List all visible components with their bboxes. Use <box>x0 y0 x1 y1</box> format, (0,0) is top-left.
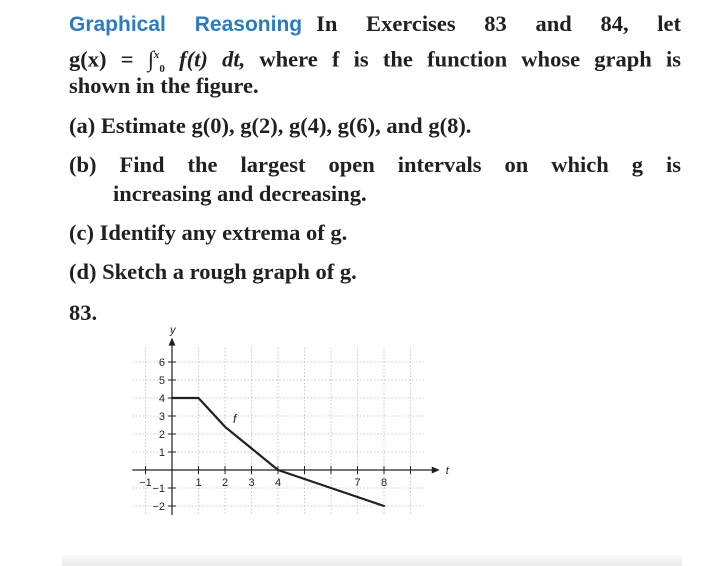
integrand: f(t) dt, <box>179 46 246 72</box>
x-tick-label: 7 <box>354 477 361 489</box>
section-heading: Graphical Reasoning <box>69 13 303 36</box>
part-b-line-2 <box>113 180 725 208</box>
exercise-number: 83. <box>69 300 98 325</box>
y-tick-label: 6 <box>158 357 165 369</box>
x-tick-label: 3 <box>248 477 255 489</box>
y-axis-arrow <box>169 338 176 346</box>
intro-line-1 <box>69 10 681 39</box>
function-graph <box>110 300 449 532</box>
x-tick-label: 2 <box>221 477 229 489</box>
y-axis-label: y <box>170 324 176 337</box>
part-b-line-1 <box>69 151 681 179</box>
intro-text-3: shown in the figure. <box>69 73 259 98</box>
part-a-label: (a) <box>69 113 96 138</box>
curve-label-f: f <box>232 412 237 427</box>
part-c-label: (c) <box>69 220 94 245</box>
x-axis-arrow <box>432 467 440 474</box>
y-tick-label: 5 <box>158 375 165 387</box>
y-tick-label: −2 <box>152 501 165 513</box>
y-tick-label: 2 <box>158 429 165 441</box>
part-a-text: Estimate g(0), g(2), g(4), g(6), and g(8). <box>100 113 472 138</box>
part-b-text-1: Find the largest open intervals on which g is <box>119 152 681 177</box>
part-b-text-2: increasing and decreasing. <box>113 181 367 206</box>
g-definition: g(x) = <box>69 46 148 72</box>
part-d <box>69 258 681 286</box>
y-tick-label: −1 <box>152 483 165 495</box>
y-tick-label: 4 <box>158 393 165 405</box>
integral-lower-limit: 0 <box>159 63 165 75</box>
x-tick-label: 4 <box>274 477 282 489</box>
x-tick-label: −1 <box>139 477 152 489</box>
part-d-text: Sketch a rough graph of g. <box>102 259 357 284</box>
intro-text-1: In Exercises 83 and 84, let <box>316 11 681 36</box>
part-c-text: Identify any extrema of g. <box>99 220 348 245</box>
intro-text-2: where f is the function whose graph is <box>259 46 682 72</box>
part-b-label: (b) <box>69 152 97 177</box>
y-tick-label: 1 <box>158 447 165 459</box>
part-a <box>69 112 681 140</box>
part-d-label: (d) <box>69 259 97 284</box>
integral-upper-limit: x <box>153 49 160 61</box>
integral-sign: ∫ <box>147 46 154 72</box>
x-tick-label: 8 <box>380 477 388 489</box>
x-axis-label: t <box>445 465 449 477</box>
x-tick-label: 1 <box>195 477 202 489</box>
intro-line-3 <box>69 72 681 100</box>
y-tick-label: 3 <box>158 411 165 423</box>
grid <box>132 348 424 515</box>
part-c <box>69 219 681 247</box>
page-edge-fade <box>62 555 682 566</box>
